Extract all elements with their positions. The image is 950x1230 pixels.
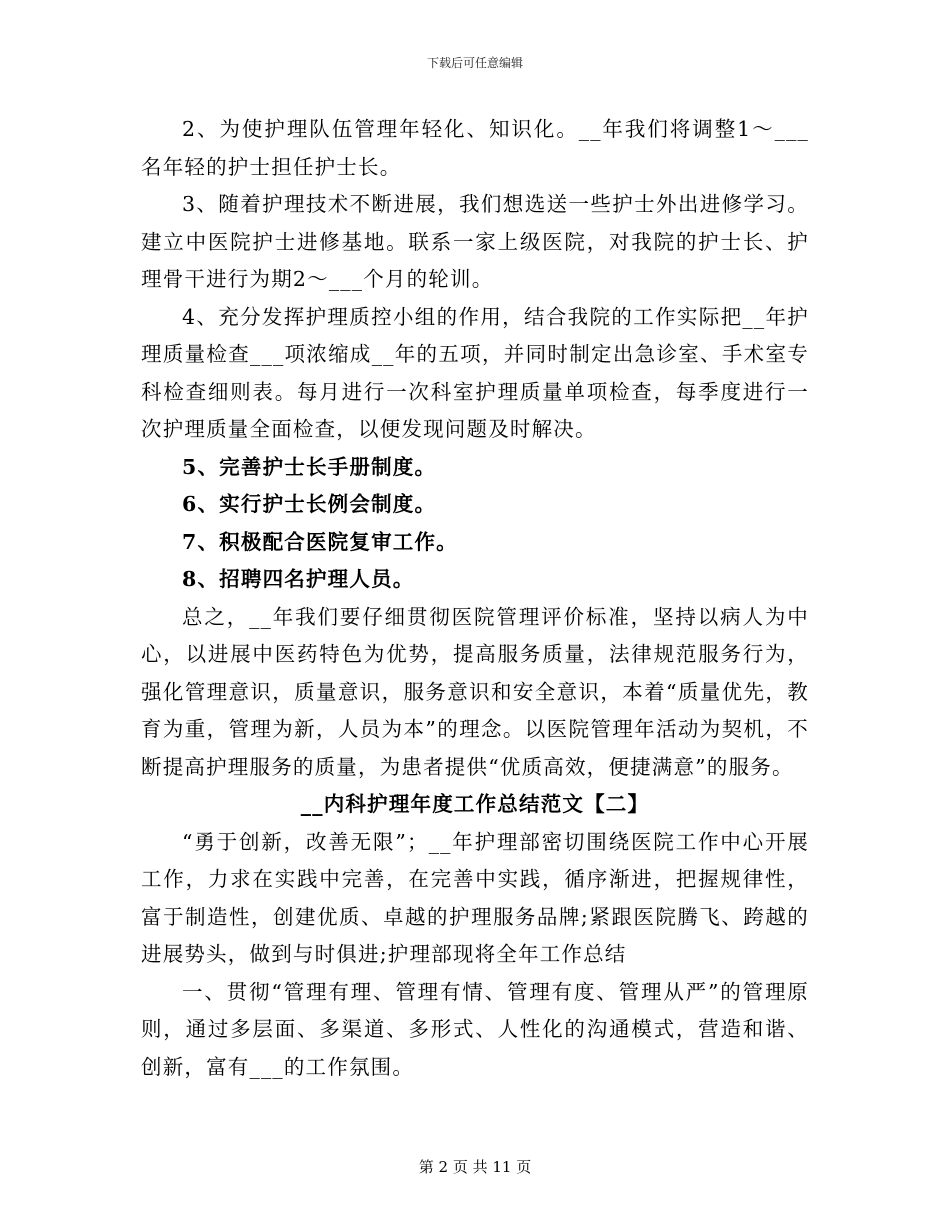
paragraph: 6、实行护士长例会制度。 — [182, 492, 437, 516]
section-title: __内科护理年度工作总结范文【二】 — [300, 792, 650, 816]
paragraph: 7、积极配合医院复审工作。 — [182, 529, 458, 554]
paragraph: 4、充分发挥护理质控小组的作用，结合我院的工作实际把__年护理质量检查___项浓缩成__年的五项，并同时制定出急诊室、手术室专科检查细则表。每月进行一次科室护理质量单项检查，每季度进行一次护理质量全面检查，以便发现问题及时解决。 — [141, 304, 809, 441]
paragraph: 3、随着护理技术不断进展，我们想选送一些护士外出进修学习。建立中医院护士进修基地。联系一家上级医院，对我院的护士长、护理骨干进行为期2～___个月的轮训。 — [141, 192, 809, 291]
document-body — [141, 111, 809, 1086]
page-header: 下载后可任意编辑 — [426, 56, 523, 70]
paragraph: 2、为使护理队伍管理年轻化、知识化。__年我们将调整1～___名年轻的护士担任护士长。 — [141, 117, 809, 179]
paragraphs-section-two — [141, 824, 809, 1087]
paragraph: 总之，__年我们要仔细贯彻医院管理评价标准，坚持以病人为中心，以进展中医药特色为优势，提高服务质量，法律规范服务行为，强化管理意识，质量意识，服务意识和安全意识，本着“质量优先，教育为重，管理为新，人员为本”的理念。以医院管理年活动为契机，不断提高护理服务的质量，为患者提供“优质高效，便捷满意”的服务。 — [141, 604, 809, 779]
paragraph: 8、招聘四名护理人员。 — [182, 567, 415, 591]
paragraph: “勇于创新，改善无限”；__年护理部密切围绕医院工作中心开展工作，力求在实践中完善，在完善中实践，循序渐进，把握规律性，富于制造性，创建优质、卓越的护理服务品牌;紧跟医院腾飞、跨越的进展势头，做到与时俱进;护理部现将全年工作总结 — [141, 829, 809, 966]
paragraphs-section-one — [141, 111, 809, 786]
paragraph: 一、贯彻“管理有理、管理有情、管理有度、管理从严”的管理原则，通过多层面、多渠道、多形式、人性化的沟通模式，营造和谐、创新，富有___的工作氛围。 — [141, 979, 809, 1079]
paragraph: 5、完善护士长手册制度。 — [182, 454, 437, 479]
page-footer: 第 2 页 共 11 页 — [418, 1158, 532, 1176]
